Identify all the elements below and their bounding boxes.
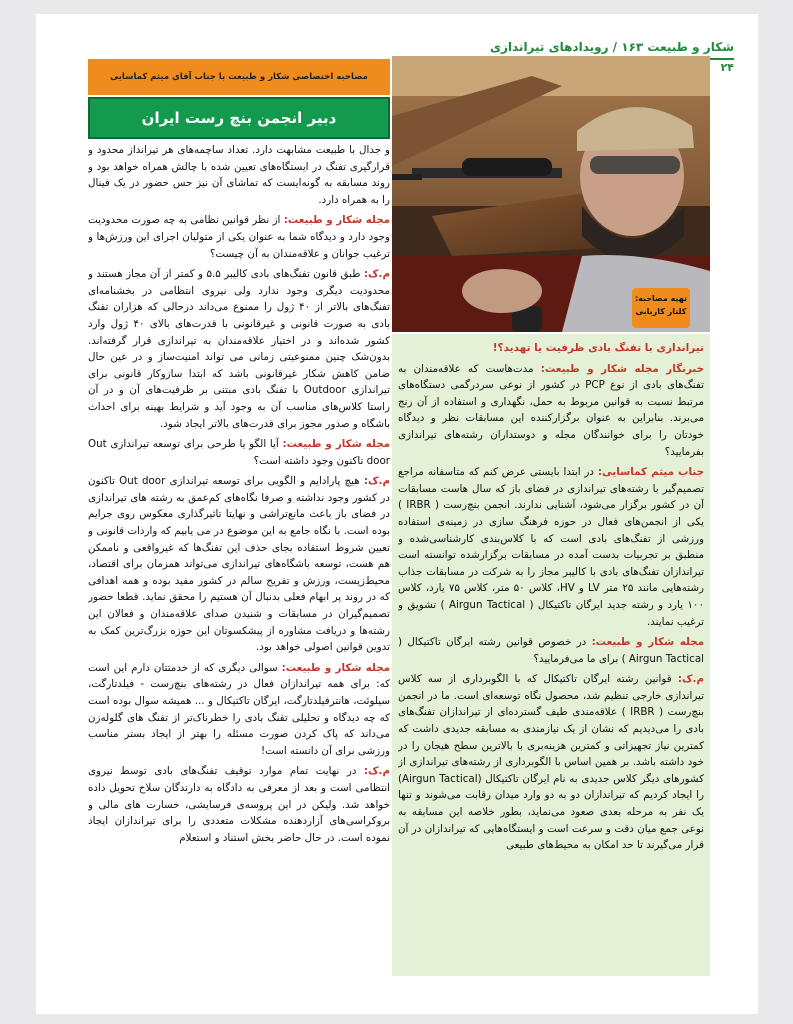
left-column-text: [88, 142, 390, 962]
paragraph-text: مدت‌هاست که علاقه‌مندان به تفنگ‌های بادی از نوع PCP در کشور از نوعی سردرگمی دستگاه‌های مرتبط نسبت به قوانین مربوط به حمل، نگهداری و استفاده از آن رنج می‌برند. بنابراین به عنوان برگزارکننده این مسابقات نظر و دیدگاه خودتان را برای خوانندگان مجله و دوستداران رشته‌های تیراندازی بفرمایید؟: [398, 362, 704, 458]
credit-label: تهیه مصاحبه:: [634, 294, 688, 303]
paragraph: [88, 473, 390, 656]
article-title: دبیر انجمن بنچ رست ایران: [88, 97, 390, 139]
paragraph: [88, 763, 390, 846]
answer-label: م.ک:: [363, 475, 390, 488]
paragraph-text: در ابتدا بایستی عرض کنم که متاسفانه مراجع تصمیم‌گیر با رشته‌های تیراندازی در فضای باز که سال هاست مسابقات آن در کشور برگزار می‌شود، آشنایی ندارند. انجمن بنچ‌رست ( IRBR ) یکی از انجمن‌های فعال در حوزه فرهنگ سازی در زمینه‌ی استفاده ورزشی از تفنگ‌های بادی است که با کلاس‌بندی کارشناسی‌شده و منطبق بر تجربیات بدست آمده در مسابقات برگزارشده توانسته است تیراندازان تفنگ‌های بادی با کالیبر مجاز را به شرکت در مسابقات جذاب رشته‌هایی مانند ۲۵ متر LV و HV، کلاس ۵۰ متر، کلاس ۷۵ یارد، کلاس ۱۰۰ یارد و رشته جدید ایرگان تاکتیکال ( Airgun Tactical ) تشویق و ترغیب نمایند.: [398, 466, 704, 628]
paragraph-text: در خصوص قوانین رشته ایرگان تاکتیکال ( Airgun Tactical ) برای ما می‌فرمایید؟: [398, 636, 704, 665]
speaker-label: مجله شکار و طبیعت:: [591, 636, 704, 649]
highlight-paragraph: [398, 361, 704, 461]
magazine-page: [36, 14, 758, 1014]
highlight-paragraph: [398, 634, 704, 667]
page-number: ۲۴: [720, 61, 734, 74]
paragraph: [88, 212, 390, 262]
highlight-heading: تیراندازی با تفنگ بادی ظرفیت یا تهدید؟!: [492, 342, 704, 354]
question-label: مجله شکار و طبیعت:: [282, 438, 390, 451]
question-label: مجله شکار و طبیعت:: [281, 661, 390, 674]
paragraph-text: و جدال با طبیعت مشابهت دارد. تعداد ساچمه‌های هر تیرانداز محدود و قرارگیری تفنگ در ایستگاه‌های تعیین شده با چالش همراه خواهد بود و روند مسابقه به گونه‌ایست که تماشای آن نیز حس حضور در یک فینال را به همراه دارد.: [88, 144, 390, 206]
highlight-paragraph: [398, 671, 704, 854]
paragraph-text: آیا الگو یا طرحی برای توسعه تیراندازی Out door تاکنون وجود داشته است؟: [88, 438, 390, 467]
credit-name: کلنار کاربابی: [635, 307, 687, 316]
shooter-photo: [392, 56, 710, 332]
answer-label: م.ک:: [363, 765, 390, 778]
paragraph: [88, 266, 390, 432]
paragraph-text: از نظر قوانین نظامی به چه صورت محدودیت وجود دارد و دیدگاه شما به عنوان یکی از متولیان اجرای این ورزش‌ها و ترغیب جوانان و علاقه‌مندان به آن چیست؟: [88, 214, 390, 260]
paragraph-text: در نهایت تمام موارد توقیف تفنگ‌های بادی توسط نیروی انتظامی است و بعد از معرفی به دادگاه به دارندگان سلاح تحویل داده خواهد شد. ولیکن در این پروسه‌ی فرسایشی، خسارت های مالی و بروکراسی‌های آزاردهنده مشکلات متعددی را برای تیراندازان ایجاد نموده است. در حال حاضر بخش استناد و استعلام: [88, 765, 390, 844]
answer-label: م.ک:: [363, 268, 390, 281]
paragraph-text: هیچ پارادایم و الگویی برای توسعه تیراندازی Out door تاکنون در کشور وجود نداشته و صرفا نگاه‌های کم‌عمق به رشته های تیراندازی در فضای باز باعث مانع‌تراشی و نهایتا تاثیرگذاری معکوس روی جرایم بوده است. با نگاه جامع به این موضوع در می یابیم که واردات قانونی و تعیین شروط استفاده بجای حذف این تفنگ‌ها که غیرواقعی و ناممکن هم هست، توسعه باشگاه‌های تیراندازی می‌تواند همزمان برای اقتصاد، محیط‌زیست، ورزش و تفریح سالم در کشور مفید بوده و همه اهدافی که در روند پر ابهام فعلی بدنبال آن هستیم را محقق نماید. قطعا حضور تصمیم‌گیران در مسابقات و شنیدن صدای علاقه‌مندان و فعالان این رشته‌ها و دریافت مشاوره از پیشکسوتان این حوزه بزرگ‌ترین کمک به تدوین قوانین اصولی خواهد بود.: [88, 475, 390, 654]
paragraph-text: سوالی دیگری که از خدمتتان دارم این است که: برای همه تیراندازان فعال در رشته‌های بنچ‌رست - فیلدتارگت، سیلوئت، هانترفیلدتارگت، ایرگان تاکتیکال و ... همیشه سوال بوده است که چه دیدگاه و تحلیلی تفنگ بادی را خطرناک‌تر از تفنگ های گلوله‌زن می‌داند که پاک کردن صورت مسئله را بهتر از ایجاد بستر مناسب ورزشی برای آن دانسته است!: [88, 661, 390, 757]
paragraph: [88, 660, 390, 760]
interview-banner: مصاحبه اختصاصی شکار و طبیعت با جناب آقای میثم کماسایی: [88, 59, 390, 95]
highlight-box: [392, 334, 710, 976]
speaker-label: م.ک:: [677, 673, 704, 686]
speaker-label: جناب میثم کماسایی:: [597, 466, 704, 479]
highlight-box-text: [398, 340, 704, 970]
question-label: مجله شکار و طبیعت:: [283, 214, 390, 227]
speaker-label: خبرنگار مجله شکار و طبیعت:: [540, 362, 704, 375]
paragraph: [88, 436, 390, 469]
highlight-paragraph: [398, 464, 704, 630]
paragraph: [88, 142, 390, 208]
section-title: شکار و طبیعت ۱۶۳ / رویدادهای تیراندازی: [489, 40, 734, 54]
interviewer-credit-badge: [632, 288, 690, 328]
paragraph-text: قوانین رشته ایرگان تاکتیکال که با الگوبرداری از سه کلاس تیراندازی خارجی تنظیم شد، محصول نگاه توسعه‌ای است. ما در انجمن بنچ‌رست ( IRBR ) علاقه‌مندی طیف گسترده‌ای از تیراندازان تفنگ‌های بادی را می‌دیدیم که نشان از یک نیازمندی به مسابقه جدیدی داشت که کمترین نیاز تجهیزاتی و کمترین هزینه‌بری با بالاترین سطح هیجان را در خود داشته باشد. بر همین اساس با الگوبرداری از رشته‌های تیراندازی از کشورهای دیگر کلاس جدیدی به نام ایرگان تاکتیکال (Airgun Tactical) را ایجاد کردیم که تیراندازان دو به دو وارد میدان رقابت می‌شوند و تنها یک نفر به مرحله بعدی صعود می‌نماید، بطور خلاصه این مسابقه به نوعی جمع میان دقت و سرعت است و ایستگاه‌هایی که تیراندازان در آن قرار می‌گیرند تا حد امکان به محیط‌های طبیعی: [398, 673, 704, 852]
paragraph-text: طبق قانون تفنگ‌های بادی کالیبر ۵.۵ و کمتر از آن مجاز هستند و محدودیت دیگری وجود ندارد ولی نیروی انتظامی در بخشنامه‌ای تفنگ‌های بالاتر از ۴۰ ژول را ممنوع می‌داند درحالی که هزاران تفنگ بادی به صورت قانونی و غیرقانونی با قدرت‌های بالای ۴۰ ژول وارد کشور شده‌اند و در اختیار علاقه‌مندان به تیراندازی قرار گرفته‌اند. بدون‌شک چنین ممنوعیتی زمانی می تواند امنیت‌ساز و در عین حال ضامن کاهش شکار غیرقانونی باشد که ابتدا سازوکار قانونی برای تیراندازی Outdoor با تفنگ بادی مبتنی بر ظرفیت‌های آن و در آن راستا کلاس‌های مناسب آن به وجود آید و شرایط بهینه برای احداث باشگاه و صدور مجوز برای قدرت‌های بالاتر ایجاد شود.: [88, 268, 390, 430]
